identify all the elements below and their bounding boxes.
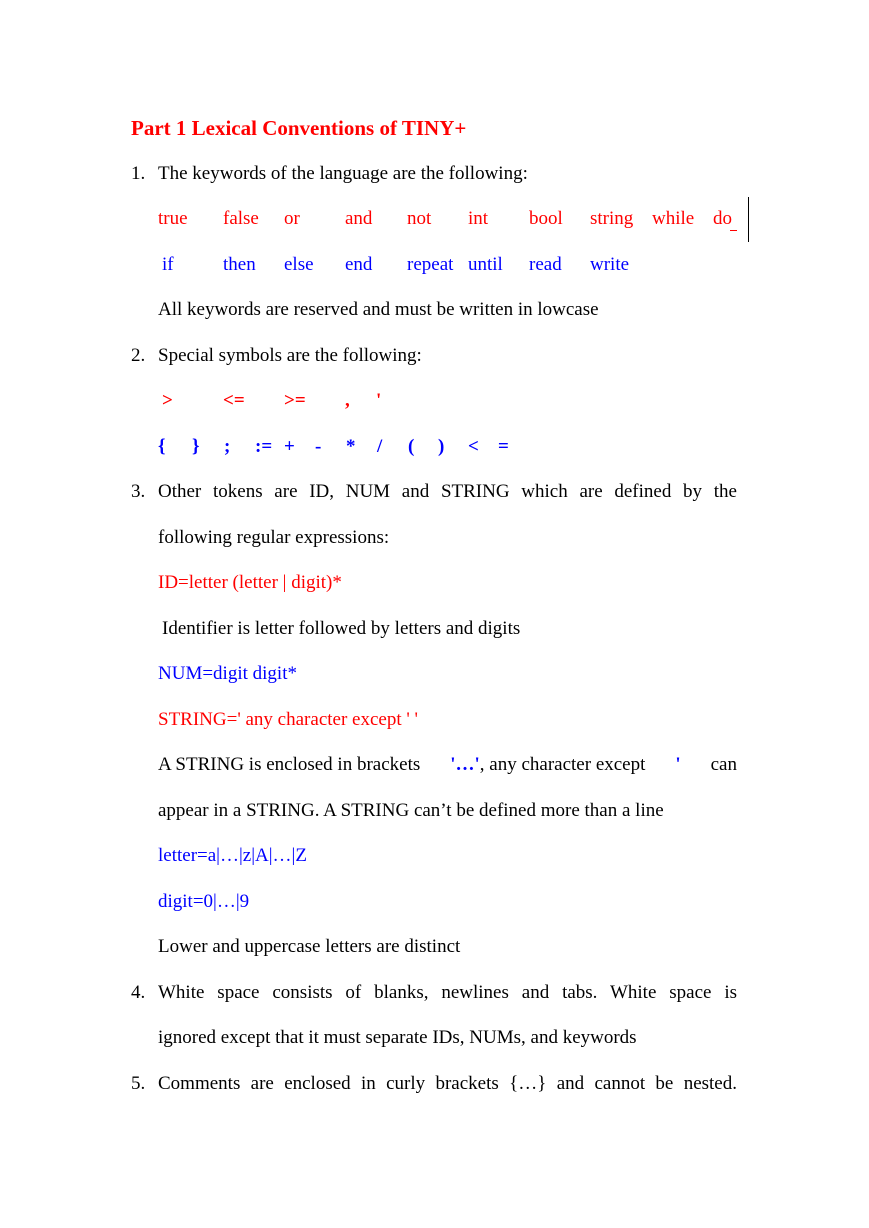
keyword-read: read (529, 254, 562, 275)
tokens-intro-line-1: Other tokens are ID, NUM and STRING which are defined by the (158, 481, 737, 502)
whitespace-line-1: White space consists of blanks, newlines and tabs. White space is (158, 982, 737, 1003)
keyword-write: write (590, 254, 630, 275)
keyword-end: end (345, 254, 373, 275)
letter-definition: letter=a|…|z|A|…|Z (158, 845, 307, 866)
keyword-bool: bool (529, 208, 563, 229)
symbol-lparen: ( (408, 436, 415, 457)
keyword-while: while (652, 208, 695, 229)
keyword-or: or (284, 208, 300, 229)
digit-definition: digit=0|…|9 (158, 891, 250, 912)
string-note-line-2: appear in a STRING. A STRING can’t be defined more than a line (158, 800, 664, 821)
keyword-do: do (713, 208, 732, 229)
symbol-semicolon: ; (224, 436, 231, 457)
keyword-until: until (468, 254, 503, 275)
keyword-false: false (223, 208, 259, 229)
keyword-int: int (468, 208, 489, 229)
string-note-quote: '…' (450, 754, 480, 775)
symbol-divide: / (377, 436, 383, 457)
list-number-5: 5. (131, 1073, 146, 1094)
keyword-string: string (590, 208, 634, 229)
keyword-if: if (162, 254, 174, 275)
id-note: Identifier is letter followed by letters and digits (162, 618, 521, 639)
string-note-line-1 (158, 753, 737, 777)
keywords-intro: The keywords of the language are the following: (158, 163, 528, 184)
keyword-then: then (223, 254, 256, 275)
symbol-eq: = (498, 436, 509, 457)
keyword-true: true (158, 208, 188, 229)
keyword-else: else (284, 254, 314, 275)
symbol-plus: + (284, 436, 295, 457)
keyword-do-underline (730, 230, 737, 231)
keywords-note: All keywords are reserved and must be written in lowcase (158, 299, 599, 320)
string-note-part-a: A STRING is enclosed in brackets (158, 754, 421, 775)
keyword-repeat: repeat (407, 254, 454, 275)
list-number-3: 3. (131, 481, 146, 502)
keyword-and: and (345, 208, 373, 229)
id-definition: ID=letter (letter | digit)* (158, 572, 342, 593)
list-number-1: 1. (131, 163, 146, 184)
symbol-assign: := (255, 436, 273, 457)
symbol-lbrace: { (158, 436, 166, 457)
symbol-comma: , (345, 390, 350, 411)
text-cursor (748, 197, 749, 242)
symbol-le: <= (223, 390, 245, 411)
list-number-2: 2. (131, 345, 146, 366)
num-definition: NUM=digit digit* (158, 663, 297, 684)
symbol-rparen: ) (438, 436, 445, 457)
section-title: Part 1 Lexical Conventions of TINY+ (131, 116, 467, 140)
string-definition: STRING=' any character except ' ' (158, 709, 418, 730)
symbols-intro: Special symbols are the following: (158, 345, 422, 366)
symbol-multiply: * (346, 436, 356, 457)
string-note-part-c: can (710, 754, 737, 775)
symbol-lt: < (468, 436, 479, 457)
list-number-4: 4. (131, 982, 146, 1003)
keyword-not: not (407, 208, 432, 229)
string-note-apostrophe: ' (675, 754, 681, 775)
comments-line-1: Comments are enclosed in curly brackets {…} and cannot be nested. (158, 1073, 737, 1094)
case-note: Lower and uppercase letters are distinct (158, 936, 461, 957)
symbol-gt: > (162, 390, 173, 411)
symbol-rbrace: } (192, 436, 200, 457)
string-note-part-b: , any character except (479, 754, 646, 775)
tokens-intro-line-2: following regular expressions: (158, 527, 390, 548)
symbol-minus: - (315, 436, 322, 457)
symbol-ge: >= (284, 390, 306, 411)
whitespace-line-2: ignored except that it must separate IDs, NUMs, and keywords (158, 1027, 637, 1048)
symbol-apostrophe: ' (376, 390, 382, 411)
